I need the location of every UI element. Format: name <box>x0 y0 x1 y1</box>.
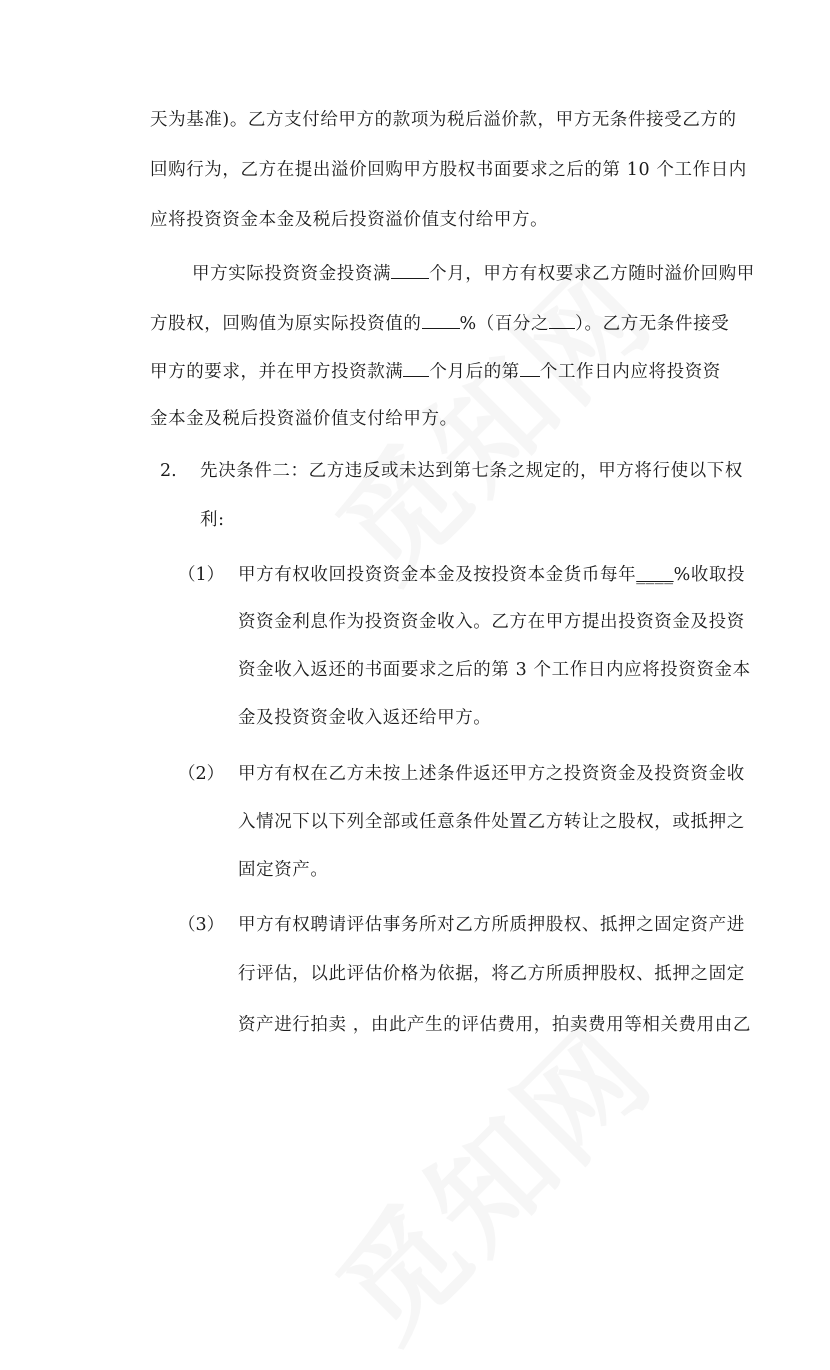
item-3-marker: （3） <box>178 915 225 935</box>
paragraph-2-line-4: 金本金及税后投资溢价值支付给甲方。 <box>150 409 458 429</box>
clause-2-line-2: 利: <box>200 510 225 530</box>
item-3-line-3: 资产进行拍卖 ，由此产生的评估费用，拍卖费用等相关费用由乙 <box>238 1015 751 1035</box>
paragraph-1-line-1: 天为基准)。乙方支付给甲方的款项为税后溢价款，甲方无条件接受乙方的 <box>150 110 737 130</box>
item-1-line-1 <box>238 563 745 587</box>
text: %收取投 <box>673 565 746 585</box>
text: ）。乙方无条件接受 <box>575 314 730 334</box>
item-2-marker: （2） <box>178 764 225 784</box>
paragraph-1-line-2: 回购行为，乙方在提出溢价回购甲方股权书面要求之后的第 10 个工作日内 <box>150 160 747 180</box>
item-1-line-2: 资资金利息作为投资资金收入。乙方在甲方提出投资资金及投资 <box>238 612 745 632</box>
blank-field: ____ <box>636 565 674 585</box>
item-1-marker: （1） <box>178 565 225 585</box>
blank-field <box>549 310 575 329</box>
item-2-line-1: 甲方有权在乙方未按上述条件返还甲方之投资资金及投资资金收 <box>238 764 745 784</box>
blank-field <box>403 358 429 377</box>
text: 个月后的第 <box>429 362 520 382</box>
watermark-bottom <box>295 982 684 1370</box>
text: 甲方的要求，并在甲方投资款满 <box>150 362 404 382</box>
paragraph-1-line-3: 应将投资资金本金及税后投资溢价值支付给甲方。 <box>150 210 549 230</box>
item-1-line-3: 资金收入返还的书面要求之后的第 3 个工作日内应将投资资金本 <box>238 660 751 680</box>
text: 方股权，回购值为原实际投资值的 <box>150 314 422 334</box>
text: 甲方实际投资资金投资满 <box>192 264 392 284</box>
paragraph-2-line-1 <box>192 260 755 286</box>
item-2-line-2: 入情况下以下列全部或任意条件处置乙方转让之股权，或抵押之 <box>238 812 745 832</box>
clause-2-line-1: 先决条件二：乙方违反或未达到第七条之规定的，甲方将行使以下权 <box>200 461 743 481</box>
item-2-line-3: 固定资产。 <box>238 860 329 880</box>
paragraph-2-line-2 <box>150 310 729 336</box>
item-3-line-1: 甲方有权聘请评估事务所对乙方所质押股权、抵押之固定资产进 <box>238 915 745 935</box>
item-3-line-2: 行评估，以此评估价格为依据，将乙方所质押股权、抵押之固定 <box>238 964 745 984</box>
blank-field <box>422 310 460 329</box>
blank-field <box>391 260 429 279</box>
text: 甲方有权收回投资资金本金及按投资本金货币每年 <box>238 565 637 585</box>
paragraph-2-line-3 <box>150 358 721 384</box>
text: %（百分之 <box>459 314 550 334</box>
clause-2-number: 2. <box>160 461 177 481</box>
text: 个工作日内应将投资资 <box>539 362 721 382</box>
text: 个月，甲方有权要求乙方随时溢价回购甲 <box>429 264 755 284</box>
blank-field <box>520 358 540 377</box>
item-1-line-4: 金及投资资金收入返还给甲方。 <box>238 708 492 728</box>
